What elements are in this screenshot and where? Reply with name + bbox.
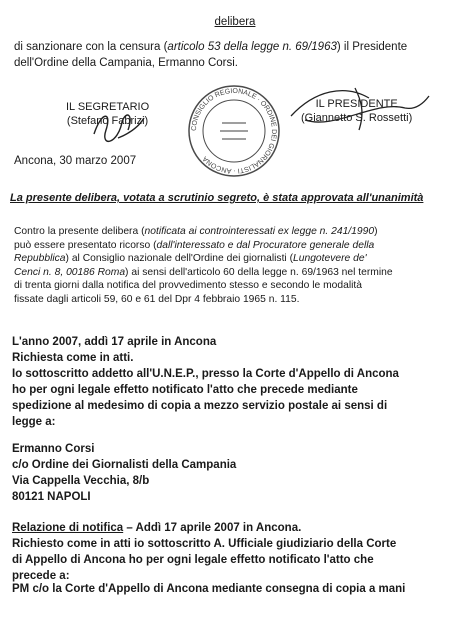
recipient-name: Ermanno Corsi bbox=[12, 443, 95, 455]
pm-line: PM c/o la Corte d'Appello di Ancona mediante consegna di copia a mani bbox=[12, 583, 406, 595]
official-round-stamp bbox=[186, 83, 282, 179]
recipient-address bbox=[12, 441, 236, 505]
president-name: (Giannetto S. Rossetti) bbox=[301, 112, 413, 124]
relazione-title: Relazione di notifica bbox=[12, 522, 124, 534]
opening-law-reference: articolo 53 della legge n. 69/1963 bbox=[167, 41, 337, 53]
recipient-city: 80121 NAPOLI bbox=[12, 491, 91, 503]
appeal-text-italic: Lungotevere de' bbox=[293, 253, 367, 264]
recipient-organization: c/o Ordine dei Giornalisti della Campania bbox=[12, 459, 237, 471]
notification-text: spedizione al medesimo di copia a mezzo servizio postale ai sensi di bbox=[12, 400, 388, 412]
relazione-text: precede a: bbox=[12, 570, 70, 582]
recipient-street: Via Cappella Vecchia, 8/b bbox=[12, 475, 150, 487]
relazione-text: Richiesto come in atti io sottoscritto A. Ufficiale giudiziario della Corte bbox=[12, 538, 397, 550]
stamp-text: CONSIGLIO REGIONALE · ORDINE DEI GIORNALISTI · ANCONA bbox=[190, 87, 278, 175]
appeal-text: ) al Consiglio nazionale dell'Ordine dei giornalisti ( bbox=[65, 253, 294, 264]
secretary-title: IL SEGRETARIO bbox=[66, 101, 150, 113]
secretary-name: (Stefano Fabrizi) bbox=[66, 115, 149, 127]
president-title: IL PRESIDENTE bbox=[315, 98, 398, 110]
date-line: Ancona, 30 marzo 2007 bbox=[14, 155, 137, 167]
appeal-text-italic: Repubblica bbox=[14, 253, 66, 264]
president-handwritten-signature bbox=[285, 80, 435, 140]
opening-text: di sanzionare con la censura ( bbox=[14, 41, 168, 53]
appeal-paragraph bbox=[14, 225, 393, 306]
approval-statement: La presente delibera, votata a scrutinio segreto, è stata approvata all'unanimità bbox=[10, 192, 424, 204]
appeal-text: può essere presentato ricorso ( bbox=[14, 239, 157, 251]
relazione-paragraph bbox=[12, 520, 396, 584]
secretary-handwritten-signature bbox=[88, 104, 148, 148]
notification-text: ho per ogni legale effetto notificato l'atto che precede mediante bbox=[12, 384, 358, 396]
relazione-text: – Addì 17 aprile 2007 in Ancona. bbox=[123, 522, 302, 534]
notification-text: Richiesta come in atti. bbox=[12, 352, 134, 364]
opening-text: ) il Presidente bbox=[336, 41, 408, 53]
relazione-text: di Appello di Ancona ho per ogni legale effetto notificato l'atto che bbox=[12, 554, 374, 566]
appeal-text: ) bbox=[374, 226, 378, 237]
appeal-text: Contro la presente delibera ( bbox=[14, 226, 145, 237]
appeal-text: di trenta giorni dalla notifica del provvedimento stesso e secondo le modalità bbox=[14, 280, 363, 291]
appeal-text-italic: Cenci n. 8, 00186 Roma bbox=[14, 266, 126, 278]
notification-text: L'anno 2007, addì 17 aprile in Ancona bbox=[12, 336, 217, 348]
notification-text: Io sottoscritto addetto all'U.N.E.P., presso la Corte d'Appello di Ancona bbox=[12, 368, 399, 380]
appeal-text-italic: notificata ai controinteressati ex legge n. 241/1990 bbox=[144, 226, 375, 237]
appeal-text: fissate dagli articoli 59, 60 e 61 del Dpr 4 febbraio 1965 n. 115. bbox=[14, 293, 300, 305]
opening-text: dell'Ordine della Campania, Ermanno Corsi. bbox=[14, 57, 238, 69]
notification-text: legge a: bbox=[12, 416, 56, 428]
opening-paragraph bbox=[14, 39, 407, 71]
document-heading: delibera bbox=[214, 16, 256, 28]
appeal-text-italic: dall'interessato e dal Procuratore generale della bbox=[156, 239, 375, 251]
notification-paragraph bbox=[12, 334, 399, 430]
appeal-text: ) ai sensi dell'articolo 60 della legge n. 69/1963 nel termine bbox=[125, 266, 393, 278]
